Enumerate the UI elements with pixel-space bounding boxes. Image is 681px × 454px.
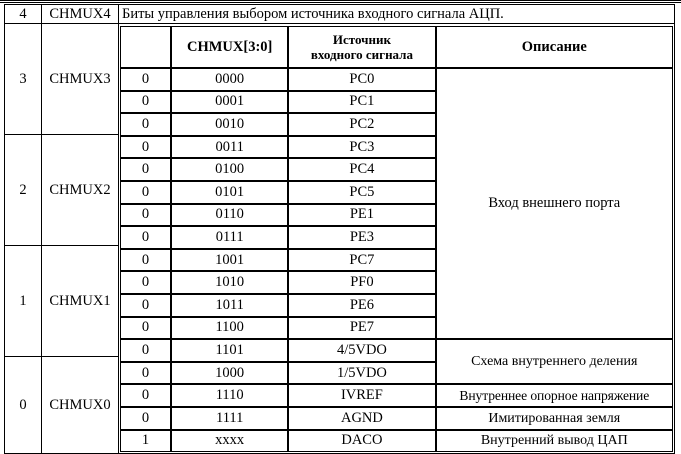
bit-description: Биты управления выбором источника входного сигнала АЦП. — [119, 5, 675, 24]
row-code: 1000 — [171, 362, 288, 385]
desc-internal-reference: Внутреннее опорное напряжение — [436, 384, 673, 407]
mux-table-header — [120, 26, 673, 68]
register-row-chmux4 — [5, 5, 675, 24]
header-bit — [120, 26, 171, 68]
bit-number-1: 1 — [5, 246, 42, 357]
row-code: 1010 — [171, 271, 288, 294]
row-bit: 0 — [120, 68, 171, 91]
header-description: Описание — [436, 26, 673, 68]
row-code: 0001 — [171, 91, 288, 114]
row-code: 0100 — [171, 158, 288, 181]
bit-name-chmux1: CHMUX1 — [42, 246, 119, 357]
table-row — [120, 407, 673, 430]
desc-simulated-ground: Имитированная земля — [436, 407, 673, 430]
row-code: 0101 — [171, 181, 288, 204]
row-source: PC5 — [288, 181, 435, 204]
register-bits-table — [4, 4, 675, 454]
row-code: 0000 — [171, 68, 288, 91]
row-source: PC3 — [288, 136, 435, 159]
header-chmux: CHMUX[3:0] — [171, 26, 288, 68]
row-bit: 0 — [120, 407, 171, 430]
row-code: 0111 — [171, 226, 288, 249]
row-bit: 0 — [120, 181, 171, 204]
row-source: 4/5VDO — [288, 339, 435, 362]
row-source: PC0 — [288, 68, 435, 91]
row-bit: 0 — [120, 158, 171, 181]
row-bit: 0 — [120, 384, 171, 407]
row-code: 0110 — [171, 204, 288, 227]
bit-name-chmux3: CHMUX3 — [42, 24, 119, 135]
row-code: 0011 — [171, 136, 288, 159]
previous-row-border — [0, 0, 681, 3]
register-row-chmux3 — [5, 24, 675, 135]
row-bit: 0 — [120, 271, 171, 294]
row-bit: 0 — [120, 226, 171, 249]
row-code: 1101 — [171, 339, 288, 362]
header-source — [288, 26, 435, 68]
row-bit: 0 — [120, 339, 171, 362]
table-row — [120, 68, 673, 91]
desc-external-port: Вход внешнего порта — [436, 68, 673, 339]
row-source: 1/5VDO — [288, 362, 435, 385]
row-bit: 0 — [120, 136, 171, 159]
mux-selection-table — [120, 26, 673, 452]
row-source: PE6 — [288, 294, 435, 317]
row-source: PC1 — [288, 91, 435, 114]
row-bit: 0 — [120, 317, 171, 340]
row-source: DACO — [288, 430, 435, 453]
row-code: 1100 — [171, 317, 288, 340]
table-row — [120, 384, 673, 407]
row-source: PE7 — [288, 317, 435, 340]
row-code: xxxx — [171, 430, 288, 453]
mux-table-holder — [119, 24, 675, 454]
row-bit: 0 — [120, 91, 171, 114]
row-source: PC7 — [288, 249, 435, 272]
bit-number-0: 0 — [5, 357, 42, 454]
row-bit: 0 — [120, 362, 171, 385]
desc-internal-divider: Схема внутреннего деления — [436, 339, 673, 384]
row-source: PE1 — [288, 204, 435, 227]
bit-name-chmux2: CHMUX2 — [42, 135, 119, 246]
bit-number-2: 2 — [5, 135, 42, 246]
row-source: PC2 — [288, 113, 435, 136]
row-bit: 0 — [120, 294, 171, 317]
table-row — [120, 339, 673, 362]
row-source: PC4 — [288, 158, 435, 181]
row-source: IVREF — [288, 384, 435, 407]
row-bit: 1 — [120, 430, 171, 453]
row-bit: 0 — [120, 249, 171, 272]
row-source: PF0 — [288, 271, 435, 294]
row-source: AGND — [288, 407, 435, 430]
row-code: 1001 — [171, 249, 288, 272]
bit-number-3: 3 — [5, 24, 42, 135]
table-row — [120, 430, 673, 453]
row-code: 1110 — [171, 384, 288, 407]
row-code: 0010 — [171, 113, 288, 136]
bit-name-chmux4: CHMUX4 — [42, 5, 119, 24]
row-source: PE3 — [288, 226, 435, 249]
header-source-line2: входного сигнала — [310, 47, 413, 62]
row-code: 1011 — [171, 294, 288, 317]
desc-internal-dac-output: Внутренний вывод ЦАП — [436, 430, 673, 453]
header-source-line1: Источник — [332, 32, 391, 47]
bit-number-4: 4 — [5, 5, 42, 24]
row-bit: 0 — [120, 113, 171, 136]
row-code: 1111 — [171, 407, 288, 430]
bit-name-chmux0: CHMUX0 — [42, 357, 119, 454]
row-bit: 0 — [120, 204, 171, 227]
